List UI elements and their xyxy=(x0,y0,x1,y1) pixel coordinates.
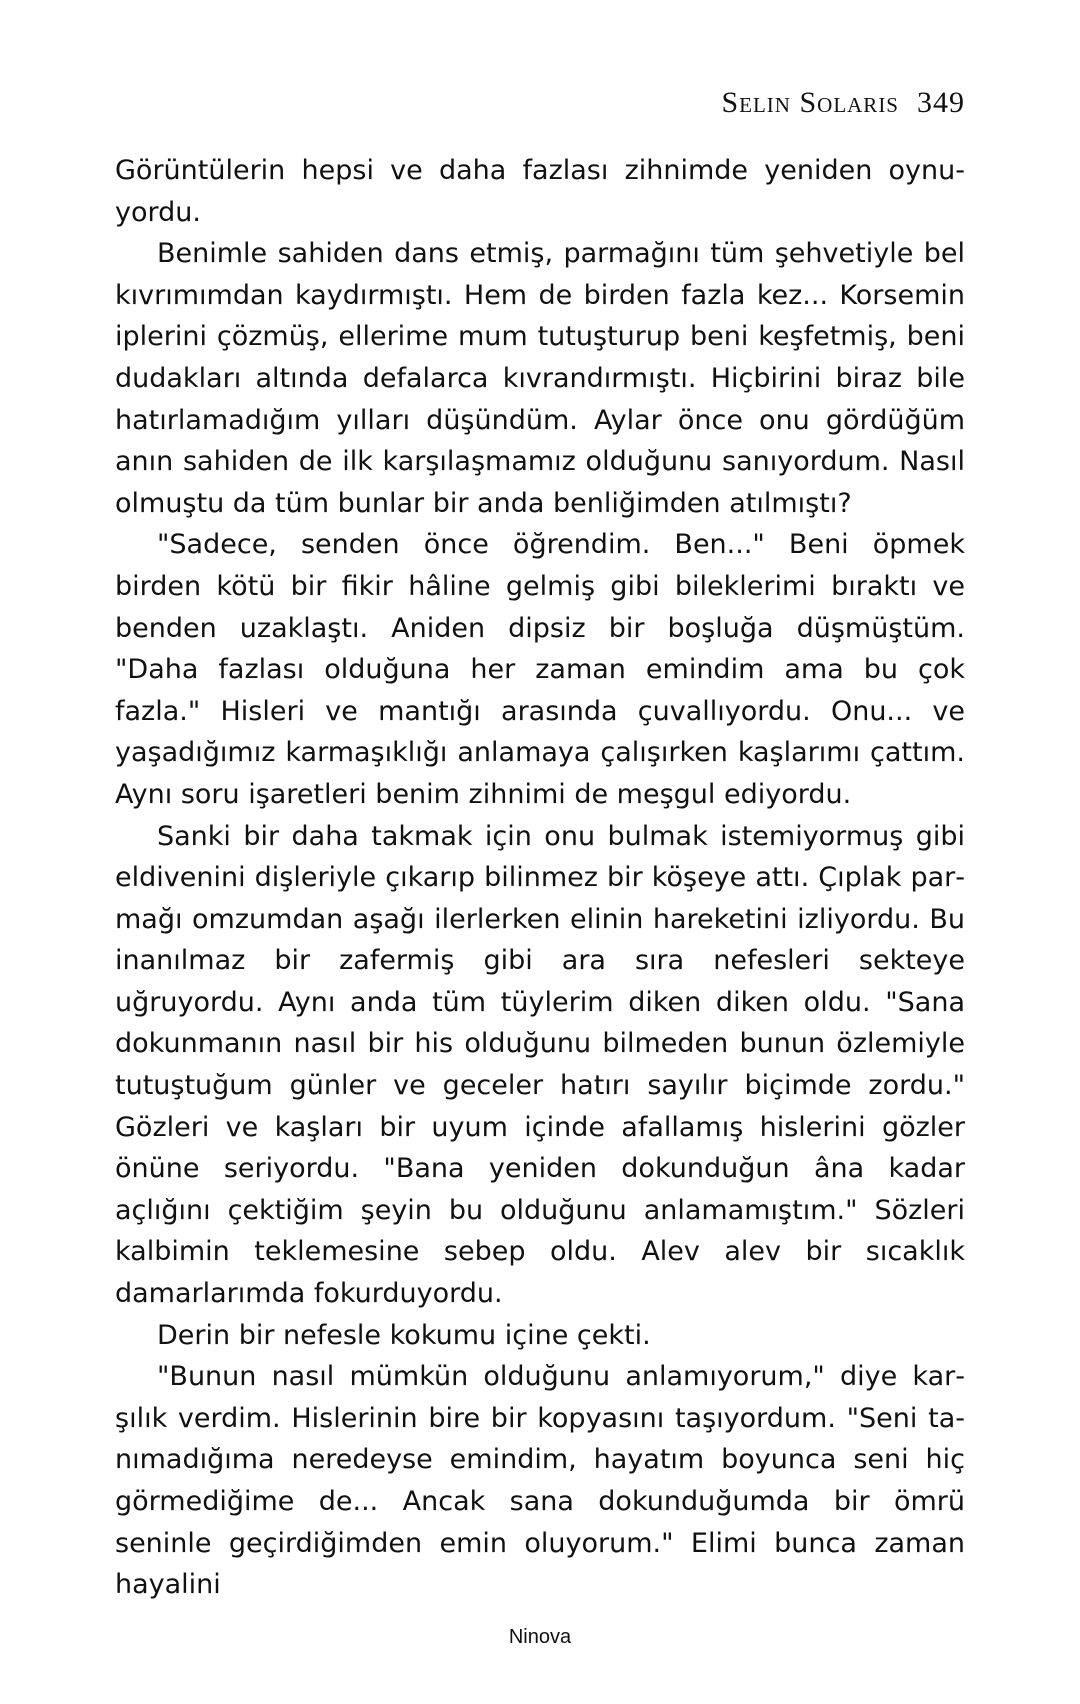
paragraph: "Sadece, senden önce öğrendim. Ben..." Beni öpmek birden kötü bir fikir hâline gelmiş gibi bileklerimi bıraktı ve benden uzaklaştı. Aniden dipsiz bir boşluğa düşmüştüm. "Daha fazlası olduğuna her zaman emindim ama bu çok fazla." Hisleri ve mantığı arasında çuvallıyordu. Onu... ve yaşadığımız karmaşıklığı anlamaya çalışırken kaşlarımı çattım. Aynı soru işaretleri benim zihnimi de meşgul ediyordu. xyxy=(115,529,965,810)
paragraph: Derin bir nefesle kokumu içine çekti. xyxy=(157,1319,651,1351)
paragraph: Benimle sahiden dans etmiş, parmağını tüm şehvetiyle bel kıvrımımdan kaydırmıştı. Hem de birden fazla kez... Korsemin iplerini çözmüş, ellerime mum tutuşturup beni keşfetmiş, beni dudakları altında defalarca kıvrandırmıştı. Hiçbirini biraz bile hatırlamadığım yılları düşündüm. Aylar önce onu gördüğüm anın sahiden de ilk karşılaşmamız olduğunu sanıyordum. Nasıl olmuştu da tüm bunlar bir anda benliğimden atılmıştı? xyxy=(115,238,965,519)
running-header xyxy=(115,86,965,120)
paragraph: Görüntülerin hepsi ve daha fazlası zihnimde yeniden oynuyordu. xyxy=(115,155,965,228)
page-number: 349 xyxy=(917,86,965,119)
author-name: Selin Solaris xyxy=(721,86,899,119)
body-text xyxy=(115,150,965,1606)
paragraph: Sanki bir daha takmak için onu bulmak istemiyormuş gibi eldivenini dişleriyle çıkarıp bilinmez bir köşeye attı. Çıplak parmağı omzumdan aşağı ilerlerken elinin hareketini izliyordu. Bu inanılmaz bir zafermiş gibi ara sıra nefesleri sekteye uğruyordu. Aynı anda tüm tüylerim diken diken oldu. "Sana dokunmanın nasıl bir his olduğunu bilmeden bunun özlemiyle tutuştuğum günler ve geceler hatırı sayılır biçimde zordu." Gözleri ve kaşları bir uyum içinde afallamış hislerini gözler önüne seriyordu. "Bana yeniden dokunduğun âna kadar açlığını çektiğim şeyin bu olduğunu anlamamıştım." Sözleri kalbimin teklemesine sebep oldu. Alev alev bir sıcaklık damarlarımda fokurduyordu. xyxy=(115,820,965,1310)
paragraph: "Bunun nasıl mümkün olduğunu anlamıyorum," diye karşılık verdim. Hislerinin bire bir kopyasını taşıyordum. "Seni tanımadığıma neredeyse emindim, hayatım boyunca seni hiç görmediğime de... Ancak sana dokunduğumda bir ömrü seninle geçirdiğimden emin oluyorum." Elimi bunca zaman hayalini xyxy=(115,1361,965,1601)
publisher-footer: Ninova xyxy=(508,1626,572,1648)
